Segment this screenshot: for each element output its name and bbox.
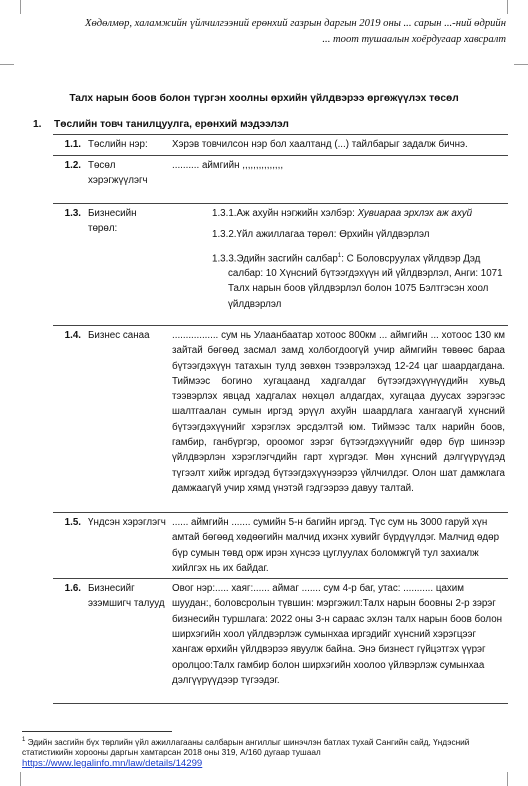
footnote-text: Эдийн засгийн бүх төрлийн үйл ажиллагааны салбарын ангиллыг шинэчлэн батлах тухай Сангийн сайд, Үндэсний статистикийн хорооны даргын хамтарсан 2018 оны 319, А/160 дугаар тушаал (22, 736, 470, 758)
row-number: 1.1. (53, 135, 85, 156)
crop-mark (20, 772, 21, 786)
project-info-table (53, 134, 508, 704)
row-label: Бизнесийг эзэмшигч талууд (85, 579, 169, 704)
row-label: Төслийн нэр: (85, 135, 169, 156)
header-note-line: Хөдөлмөр, халамжийн үйлчилгээний ерөнхий газрын даргын 2019 оны ... сарын ...-ний өдрийн (84, 18, 506, 29)
document-title: Талх нарын боов болон түргэн хоолны өрхийн үйлдвэрээ өргөжүүлэх төсөл (69, 93, 459, 104)
table-row (53, 513, 508, 579)
sub-label: 1.3.1.Аж ахуйн нэгжийн хэлбэр: (212, 208, 355, 219)
row-number: 1.3. (53, 204, 85, 326)
activity-type: 1.3.2.Үйл ажиллагаа төрөл: Өрхийн үйлдвэрлэл (212, 229, 430, 241)
table-row (53, 326, 508, 513)
table-row (53, 156, 508, 204)
row-content: ................. сум нь Улаанбаатар хотоос 800км ... аймгийн ... хотоос 130 км зайтай бөгөөд засмал замд холбогдоогүй учир аймгийн төвөөс бараа бүтээгдэхүүн татахын тулд зөвхөн тээврэлэхэд 12-24 цаг шаардагдана. Тиймээс богино хугацаанд хадгалдаг бүтээгдэхүүнүүдийн хувьд тээвэрлэх явцад хадгалах нөхцөл алдагдах, хугацаа дуусах зэрэгээс шалтгаалан сумын иргэд эрүүл ахуйн шаардлага хангаагүй хүнсний бүтээгдэхүүнийг хэрэглэх эрсдэлтэй юм. Тиймээс талх нарийн боов, гамбир, ганбүргэр, ороомог зэрэг бүтээгдэхүүнийг өдөр бүр шинээр үйлдвэрлэн хэрэглэгчдийн гарт хүргэдэг. Мөн хүнсний дэлгүүрүүдэд түгээлт хийж иргэдэд бүтээгдэхүүнээрээ үйлчилдэг. Олон шат дамжлага дамжаагүй учир хямд үнэтэй гэдгээрээ давуу талтай. (169, 326, 508, 513)
row-content: Овог нэр:..... хаяг:...... аймаг ....... сум 4-р баг, утас: ........... цахим шуудан:, боловсролын түвшин: мэргэжил:Талх нарын боовны 2-р зэрэг бизнесийн туршлага: 2022 оны 3-н сараас эхлэн талх нарын боов болон ширхэгийн хоол үйлдвэрлэж сумынхаа иргэдийг хүнсний хэрэгцээг хангаж өрхийн үйлдвэрээ явуулж байна. Энэ бизнест гүйцэтгэх үүрэг оролцоо:Талх гамбир болон ширхэгийн хоолоо үйлвэрлэж сумынхаа дэлгүүрүүдээр түгээдэг. (169, 579, 508, 704)
footnote-ref[interactable]: 1 (337, 252, 342, 259)
row-number: 1.5. (53, 513, 85, 579)
footnote (22, 735, 502, 769)
row-content: Хэрэв товчилсон нэр бол хаалтанд (...) тайлбарыг задалж бичнэ. (169, 135, 508, 156)
section-number: 1. (33, 119, 42, 130)
row-label: Бизнес санаа (85, 326, 169, 513)
row-content: ...... аймгийн ....... сумийн 5-н багийн иргэд. Түс сум нь 3000 гаруй хүн амтай бөгөөд хөдөөгийн малчид ихэнх хувийг бүрдүүлдэг. Малчид өдөр бүр сумын төвд орж ирэн хүнсээ цуглуулах боломжгүй тул захиалж хийлгэх нь их байдаг. (169, 513, 508, 579)
crop-mark (507, 772, 508, 786)
row-number: 1.6. (53, 579, 85, 704)
footnote-separator (22, 731, 172, 732)
table-row (53, 579, 508, 704)
row-label: Бизнесийн төрөл: (85, 204, 169, 326)
business-form (172, 206, 505, 221)
crop-mark (514, 64, 528, 65)
row-number: 1.4. (53, 326, 85, 513)
section-title: Төслийн товч танилцуулга, ерөнхий мэдээлэл (54, 119, 289, 130)
sub-value: Хувиараа эрхлэх аж ахуй (357, 208, 473, 219)
row-label: Үндсэн хэрэглэгч (85, 513, 169, 579)
footnote-mark: 1 (22, 737, 26, 743)
table-row (53, 204, 508, 326)
sub-label: 1.3.3.Эдийн засгийн салбар (212, 252, 338, 264)
row-content: .......... аймгийн ,,,,,,,,,,,,,,, (169, 156, 508, 204)
crop-mark (507, 0, 508, 14)
crop-mark (0, 64, 14, 65)
section-heading (33, 119, 289, 130)
row-label: Төсөл хэрэгжүүлэгч (85, 156, 169, 204)
footnote-link[interactable]: https://www.legalinfo.mn/law/details/14299 (22, 757, 203, 769)
economic-sector-detail: салбар: 10 Хүнсний бүтээгдэхүүн ий үйлдвэрлэл, Анги: 1071 Талх нарын боов үйлдвэрлэл болон 1075 Бэлтгэсэн хоол үйлдвэрлэл (228, 268, 503, 310)
economic-sector (172, 249, 505, 267)
crop-mark (20, 0, 21, 14)
row-content (169, 204, 508, 326)
header-note-line: ... тоот тушаалын хоёрдугаар хавсралт (322, 34, 506, 45)
sub-text: : С Боловсруулах үйлдвэр Дэд (341, 252, 481, 264)
row-number: 1.2. (53, 156, 85, 204)
table-row (53, 135, 508, 156)
header-note (16, 16, 506, 48)
